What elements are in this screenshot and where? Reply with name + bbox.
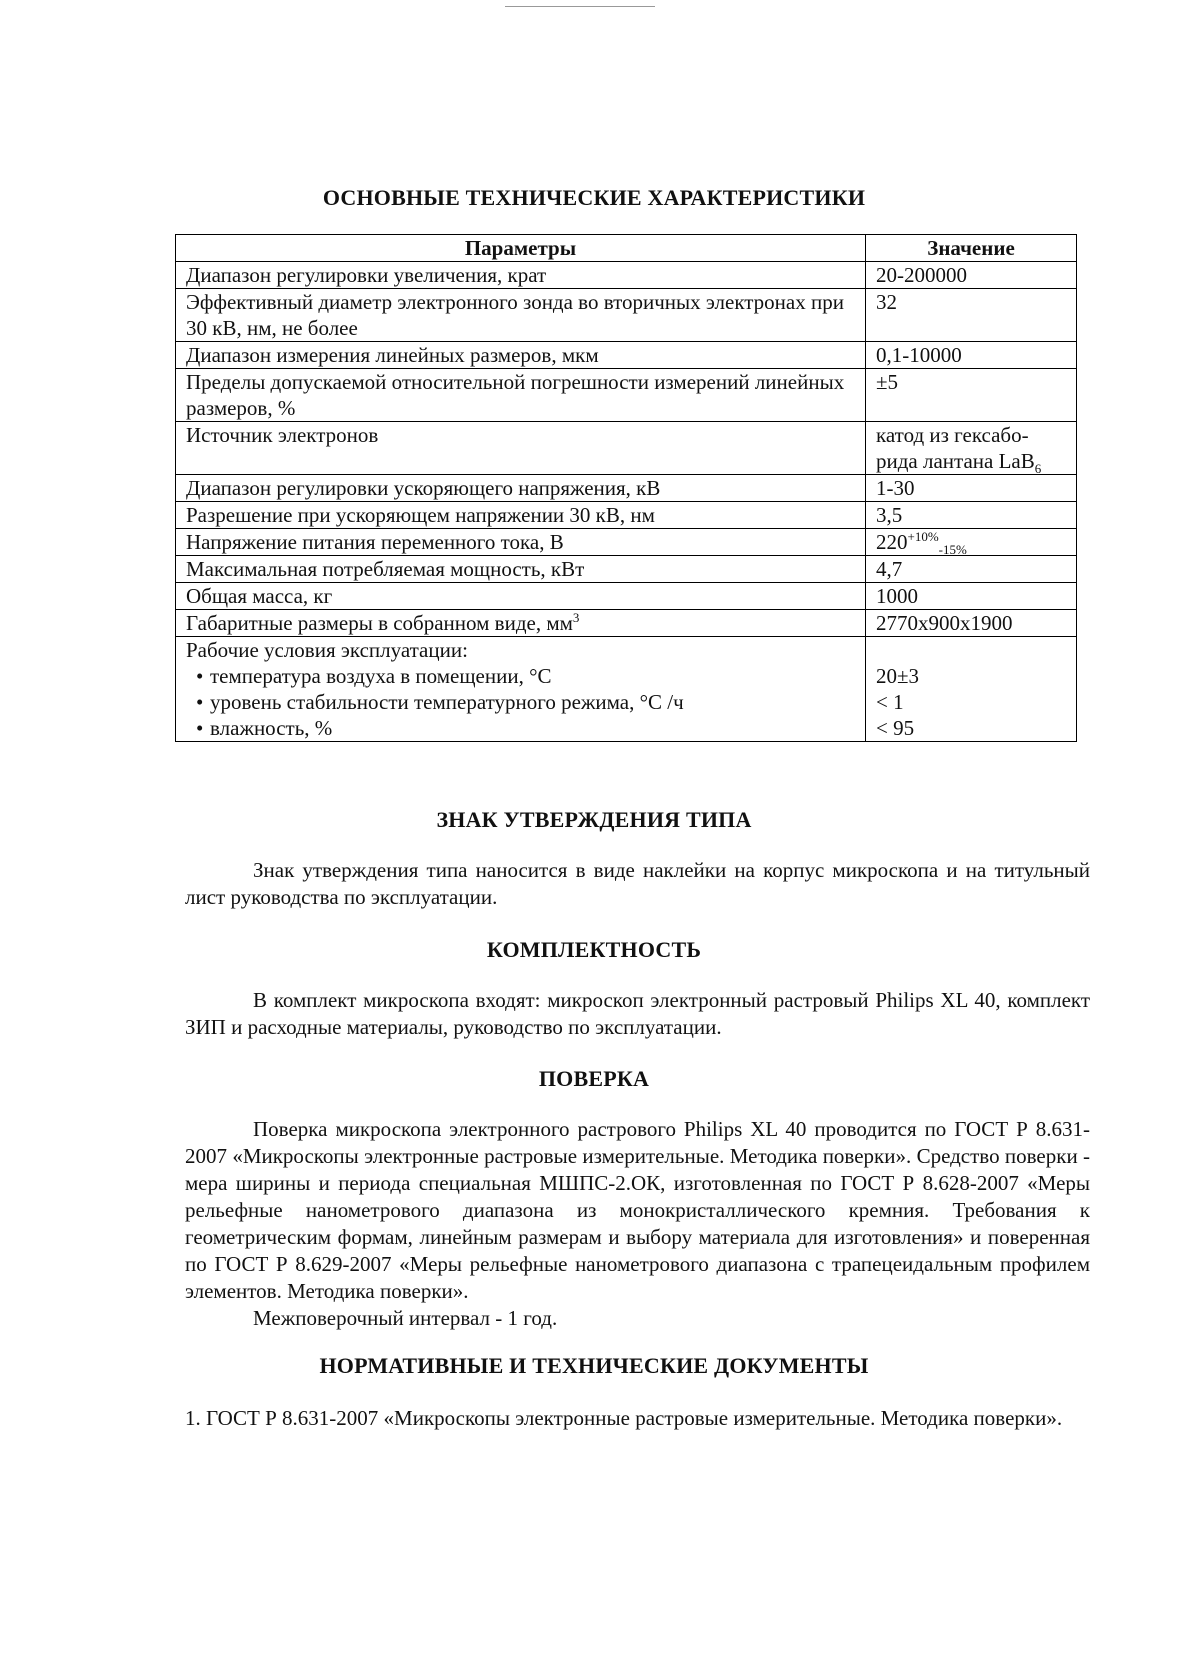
conditions-row — [176, 637, 1077, 742]
value-text: 220 — [876, 530, 908, 554]
value-cell — [866, 529, 1077, 556]
param-cell: Разрешение при ускоряющем напряжении 30 кВ, нм — [176, 502, 866, 529]
verification-title: ПОВЕРКА — [538, 1066, 650, 1091]
table-row — [176, 262, 1077, 289]
value-subscript: 6 — [1034, 461, 1042, 477]
param-column-header: Параметры — [176, 235, 866, 262]
param-cell: Источник электронов — [176, 422, 866, 475]
table-row — [176, 342, 1077, 369]
value-cell: 1000 — [866, 583, 1077, 610]
table-header-row — [176, 235, 1077, 262]
table-row — [176, 529, 1077, 556]
param-cell: Диапазон регулировки увеличения, крат — [176, 262, 866, 289]
spacer — [876, 637, 1066, 663]
bullet-icon: • — [196, 716, 204, 740]
value-cell: 3,5 — [866, 502, 1077, 529]
verification-text: Поверка микроскопа электронного растрового Philips XL 40 проводится по ГОСТ Р 8.631-2007 «Микроскопы электронные растровые измерительные. Методика поверки». Средство поверки - мера ширины и периода специальная МШПС-2.ОК, изготовленная по ГОСТ Р 8.628-2007 «Меры рельефные нанометрового диапазона из монокристаллического кремния. Требования к геометрическим формам, линейным размерам и выбору материала для изготовления» и поверенная по ГОСТ Р 8.629-2007 «Меры рельефные нанометрового диапазона с трапецеидальным профилем элементов. Методика поверки». — [185, 1117, 1090, 1303]
value-cell: ±5 — [866, 369, 1077, 422]
specs-title: ОСНОВНЫЕ ТЕХНИЧЕСКИЕ ХАРАКТЕРИСТИКИ — [322, 185, 866, 210]
bullet-icon: • — [196, 690, 204, 714]
table-row — [176, 556, 1077, 583]
table-row — [176, 475, 1077, 502]
documents-title: НОРМАТИВНЫЕ И ТЕХНИЧЕСКИЕ ДОКУМЕНТЫ — [319, 1353, 869, 1378]
param-cell: Напряжение питания переменного тока, В — [176, 529, 866, 556]
table-row — [176, 422, 1077, 475]
conditions-value-cell — [866, 637, 1077, 742]
value-cell: 2770x900x1900 — [866, 610, 1077, 637]
value-column-header: Значение — [866, 235, 1077, 262]
condition-item — [186, 689, 855, 715]
param-cell: Эффективный диаметр электронного зонда во вторичных электронах при 30 кВ, нм, не более — [176, 289, 866, 342]
completeness-text: В комплект микроскопа входят: микроскоп электронный растровый Philips XL 40, комплект ЗИП и расходные материалы, руководство по эксплуатации. — [185, 988, 1090, 1039]
bullet-icon: • — [196, 664, 204, 688]
conditions-heading: Рабочие условия эксплуатации: — [186, 638, 468, 662]
value-subscript: -15% — [938, 542, 967, 558]
conditions-param-cell — [176, 637, 866, 742]
condition-value: < 1 — [876, 690, 904, 714]
verification-interval: Межповерочный интервал - 1 год. — [253, 1306, 558, 1330]
table-row — [176, 369, 1077, 422]
param-cell: Диапазон измерения линейных размеров, мкм — [176, 342, 866, 369]
specs-table — [175, 234, 1077, 742]
type-mark-text: Знак утверждения типа наносится в виде наклейки на корпус микроскопа и на титульный лист руководства по эксплуатации. — [185, 858, 1090, 909]
condition-label: уровень стабильности температурного режима, °С /ч — [210, 690, 684, 714]
table-row — [176, 289, 1077, 342]
value-cell — [866, 422, 1077, 475]
value-cell: 1-30 — [866, 475, 1077, 502]
value-superscript: +10% — [907, 529, 939, 544]
scan-artifact-line — [505, 6, 655, 7]
param-text: Габаритные размеры в собранном виде, мм — [186, 611, 573, 635]
condition-value: 20±3 — [876, 664, 920, 688]
document-item: 1. ГОСТ Р 8.631-2007 «Микроскопы электронные растровые измерительные. Методика поверки». — [185, 1406, 1063, 1430]
table-row — [176, 583, 1077, 610]
param-cell: Пределы допускаемой относительной погрешности измерений линейных размеров, % — [176, 369, 866, 422]
param-superscript: 3 — [572, 610, 580, 625]
param-cell: Максимальная потребляемая мощность, кВт — [176, 556, 866, 583]
condition-value: < 95 — [876, 716, 915, 740]
condition-label: влажность, % — [210, 716, 333, 740]
condition-label: температура воздуха в помещении, °С — [210, 664, 552, 688]
value-cell: 0,1-10000 — [866, 342, 1077, 369]
value-cell: 4,7 — [866, 556, 1077, 583]
condition-item — [186, 715, 855, 741]
value-cell: 20-200000 — [866, 262, 1077, 289]
table-row — [176, 610, 1077, 637]
value-cell: 32 — [866, 289, 1077, 342]
param-cell: Общая масса, кг — [176, 583, 866, 610]
value-text: катод из гексабо-рида лантана LaB — [876, 423, 1035, 473]
table-row — [176, 502, 1077, 529]
param-cell: Диапазон регулировки ускоряющего напряжения, кВ — [176, 475, 866, 502]
param-cell — [176, 610, 866, 637]
condition-item — [186, 663, 855, 689]
completeness-title: КОМПЛЕКТНОСТЬ — [486, 937, 702, 962]
type-mark-title: ЗНАК УТВЕРЖДЕНИЯ ТИПА — [436, 807, 752, 832]
